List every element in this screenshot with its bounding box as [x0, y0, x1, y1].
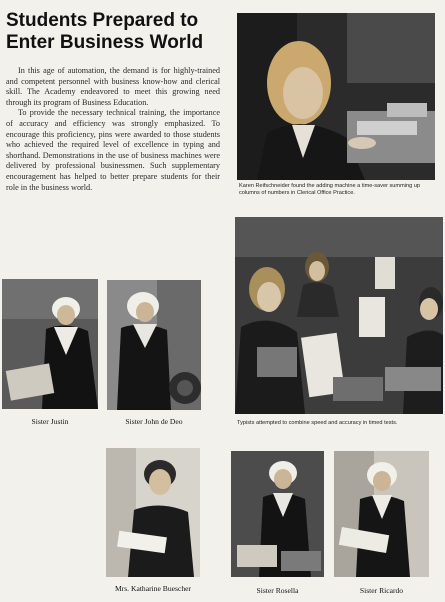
- portrait-name-sister-ricardo: Sister Ricardo: [359, 586, 404, 595]
- adding-machine-caption: Karen Reifschneider found the adding machine a time-saver summing up columns of numbers in Clerical Office Practice.: [239, 183, 420, 197]
- portrait-photo-sister-rosella: [231, 451, 324, 577]
- adding-machine-photo: [237, 13, 435, 180]
- portrait-photo-sister-ricardo: [334, 451, 429, 577]
- portrait-photo-sister-justin: [2, 279, 98, 409]
- page-title: [6, 10, 228, 54]
- article-body: [6, 66, 220, 193]
- portrait-name-katharine-buescher: Mrs. Katharine Buescher: [114, 584, 192, 593]
- portrait-name-sister-john-de-deo: Sister John de Deo: [125, 417, 183, 426]
- typists-photo: [235, 217, 443, 414]
- portrait-name-sister-rosella: Sister Rosella: [256, 586, 299, 595]
- page-title-line-2: Enter Business World: [6, 32, 204, 53]
- paragraph-2: To provide the necessary technical training, the importance of accuracy and efficiency was strongly emphasized. To encourage this proficiency, pins were awarded to those students who achieved the required level of excellence in typing and shorthand. Demonstrations in the use of business machines were delivered by professional businessmen. Such supplementary encouragement has helped to better prepare students for their role in the business world.: [6, 108, 220, 192]
- typists-caption: Typists attempted to combine speed and accuracy in timed tests.: [237, 420, 398, 426]
- portrait-photo-sister-john-de-deo: [107, 280, 201, 410]
- page-title-line-1: Students Prepared to: [6, 10, 199, 31]
- portrait-name-sister-justin: Sister Justin: [31, 417, 69, 426]
- portrait-photo-katharine-buescher: [106, 448, 200, 577]
- paragraph-1: In this age of automation, the demand is for highly-trained and competent personnel with business know-how and clerical skill. The Academy endeavored to meet this growing need through its program of Business Education.: [6, 66, 220, 107]
